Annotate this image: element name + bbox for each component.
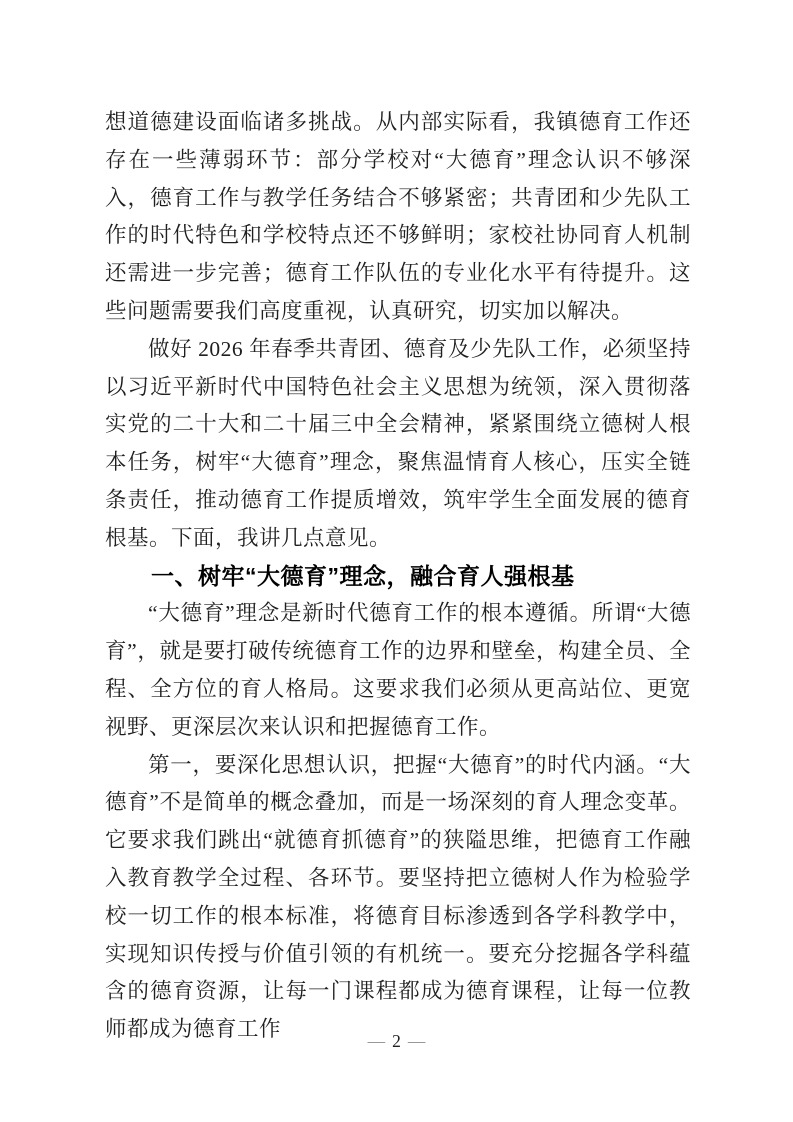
paragraph: 做好 2026 年春季共青团、德育及少先队工作，必须坚持以习近平新时代中国特色社会主义思想为统领，深入贯彻落实党的二十大和二十届三中全会精神，紧紧围绕立德树人根本任务，树牢“大德育”理念，聚焦温情育人核心，压实全链条责任，推动德育工作提质增效，筑牢学生全面发展的德育根基。下面，我讲几点意见。 <box>105 336 691 550</box>
footer-dash-right: — <box>407 1031 426 1051</box>
paragraph: 第一，要深化思想认识，把握“大德育”的时代内涵。“大德育”不是简单的概念叠加，而是一场深刻的育人理念变革。它要求我们跳出“就德育抓德育”的狭隘思维，把德育工作融入教育教学全过程、各环节。要坚持把立德树人作为检验学校一切工作的根本标准，将德育目标渗透到各学科教学中，实现知识传授与价值引领的有机统一。要充分挖掘各学科蕴含的德育资源，让每一门课程都成为德育课程，让每一位教师都成为德育工作 <box>105 752 691 1042</box>
section-heading: 一、树牢“大德育”理念，融合育人强根基 <box>151 562 575 589</box>
page-number: 2 <box>392 1031 401 1051</box>
document-body <box>105 104 691 1049</box>
paragraph-continuation: 想道德建设面临诸多挑战。从内部实际看，我镇德育工作还存在一些薄弱环节：部分学校对“大德育”理念认识不够深入，德育工作与教学任务结合不够紧密；共青团和少先队工作的时代特色和学校特点还不够鲜明；家校社协同育人机制还需进一步完善；德育工作队伍的专业化水平有待提升。这些问题需要我们高度重视，认真研究，切实加以解决。 <box>105 110 691 323</box>
paragraph: “大德育”理念是新时代德育工作的根本遵循。所谓“大德育”，就是要打破传统德育工作的边界和壁垒，构建全员、全程、全方位的育人格局。这要求我们必须从更高站位、更宽视野、更深层次来认识和把握德育工作。 <box>105 601 691 739</box>
page-footer <box>0 1031 793 1052</box>
footer-dash-left: — <box>367 1031 386 1051</box>
